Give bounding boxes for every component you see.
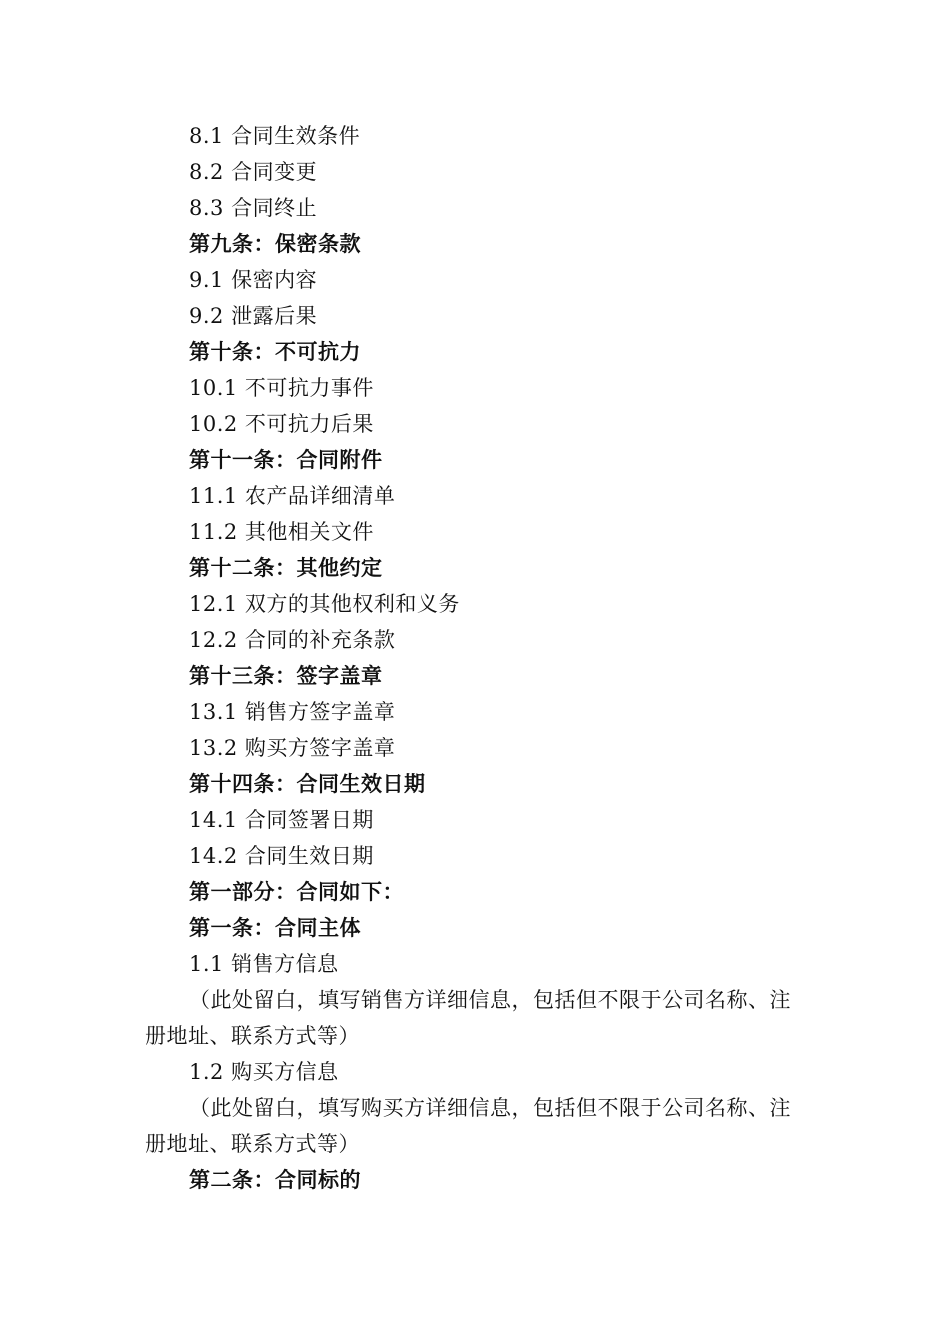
article-heading: 第二条：合同标的 [189, 1168, 361, 1192]
article-heading: 第一条：合同主体 [189, 916, 361, 940]
clause-item: 8.2 合同变更 [189, 160, 318, 184]
placeholder-paragraph: （此处留白，填写购买方详细信息，包括但不限于公司名称、注册地址、联系方式等） [145, 1096, 791, 1156]
clause-item: 13.1 销售方签字盖章 [189, 700, 396, 724]
article-heading: 第十二条：其他约定 [189, 556, 383, 580]
clause-item: 11.2 其他相关文件 [189, 520, 374, 544]
clause-item: 13.2 购买方签字盖章 [189, 736, 396, 760]
clause-item: 10.2 不可抗力后果 [189, 412, 374, 436]
article-heading: 第十一条：合同附件 [189, 448, 383, 472]
clause-item: 11.1 农产品详细清单 [189, 484, 396, 508]
clause-item: 9.1 保密内容 [189, 268, 318, 292]
article-heading: 第九条：保密条款 [189, 232, 361, 256]
clause-item: 12.2 合同的补充条款 [189, 628, 396, 652]
article-heading: 第十四条：合同生效日期 [189, 772, 426, 796]
clause-item: 8.1 合同生效条件 [189, 124, 361, 148]
article-heading: 第十三条：签字盖章 [189, 664, 383, 688]
clause-item: 14.1 合同签署日期 [189, 808, 374, 832]
clause-item: 1.2 购买方信息 [189, 1060, 339, 1084]
clause-item: 1.1 销售方信息 [189, 952, 339, 976]
clause-item: 9.2 泄露后果 [189, 304, 318, 328]
clause-item: 12.1 双方的其他权利和义务 [189, 592, 460, 616]
document-body [145, 118, 805, 1198]
clause-item: 8.3 合同终止 [189, 196, 318, 220]
clause-item: 14.2 合同生效日期 [189, 844, 374, 868]
placeholder-paragraph: （此处留白，填写销售方详细信息，包括但不限于公司名称、注册地址、联系方式等） [145, 988, 791, 1048]
part-heading: 第一部分：合同如下： [189, 880, 404, 904]
clause-item: 10.1 不可抗力事件 [189, 376, 374, 400]
article-heading: 第十条：不可抗力 [189, 340, 361, 364]
